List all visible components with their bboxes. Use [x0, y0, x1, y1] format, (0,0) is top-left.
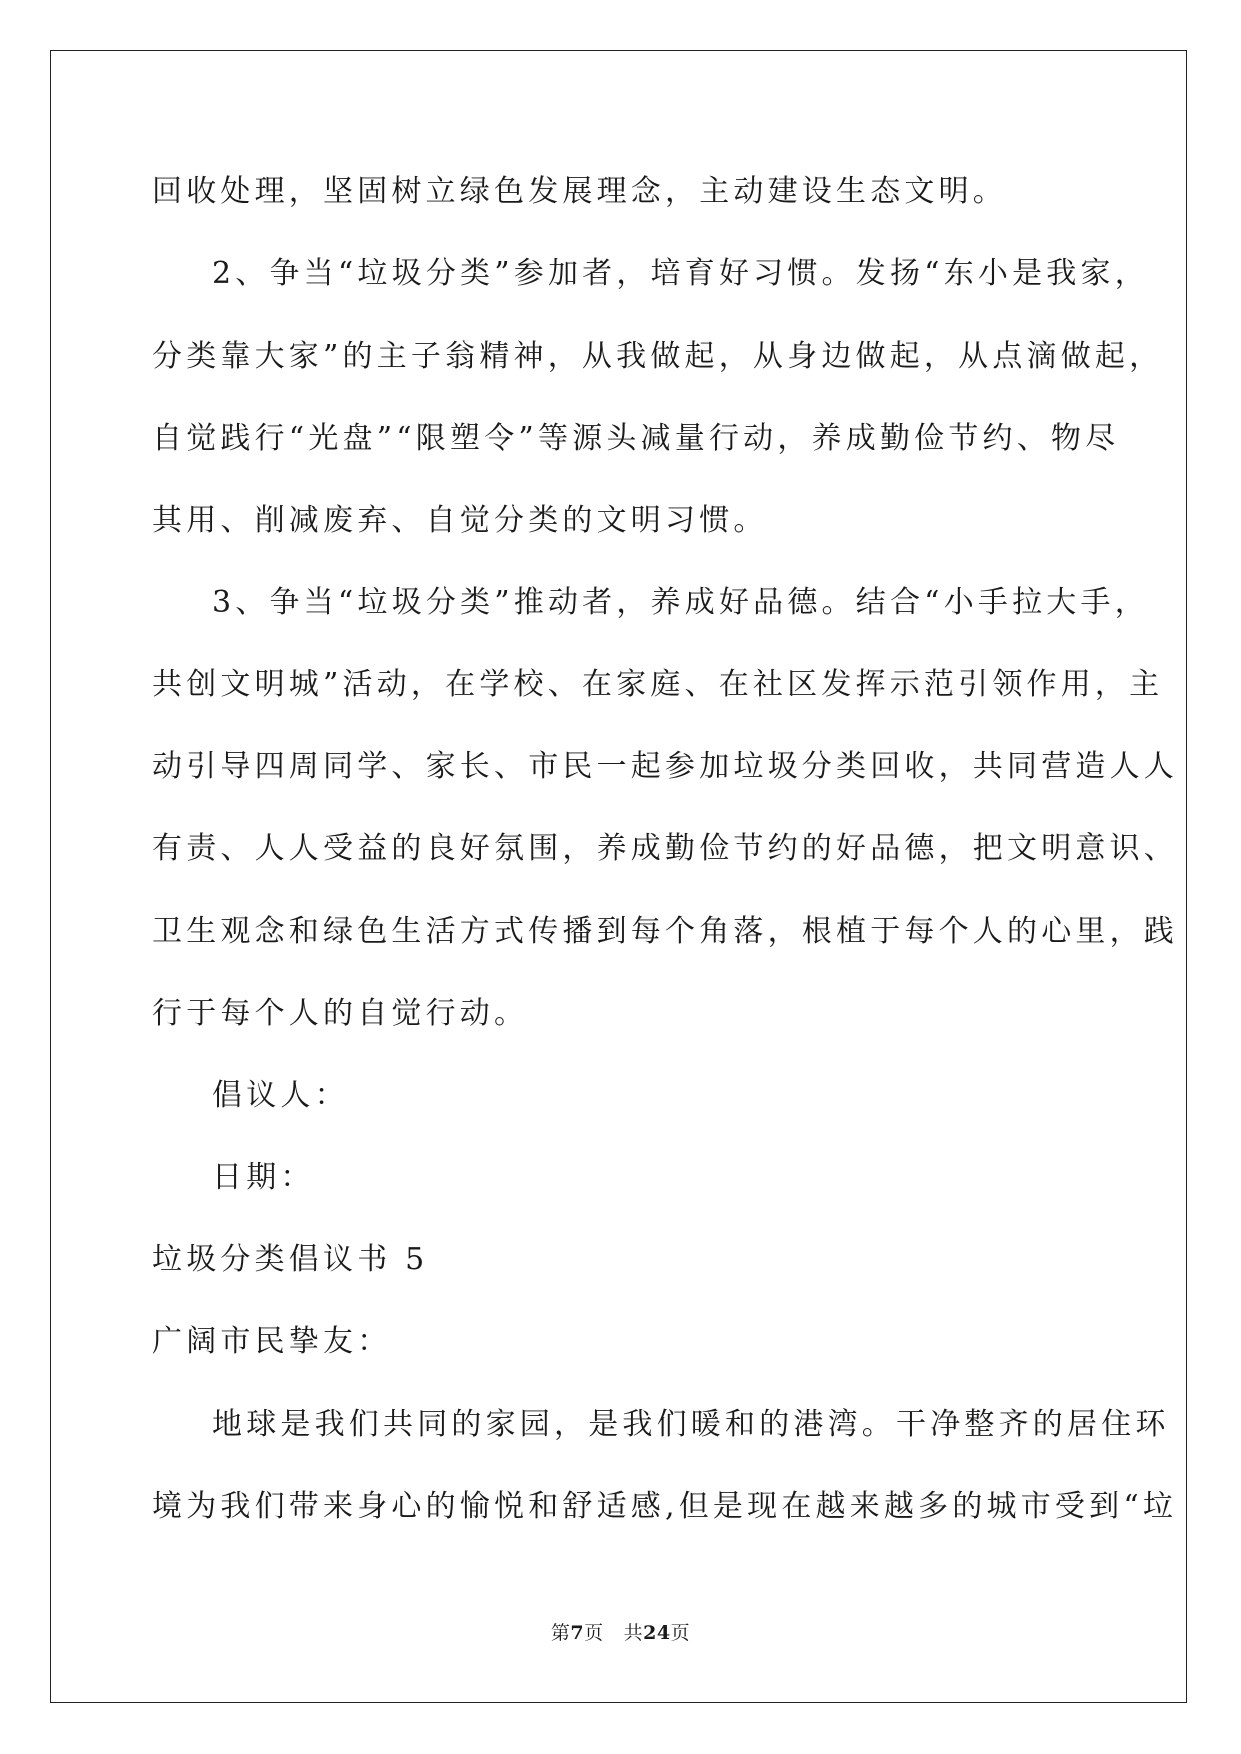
body-line: 卫生观念和绿色生活方式传播到每个角落，根植于每个人的心里，践: [152, 914, 1178, 949]
salutation: 广阔市民挚友：: [152, 1324, 392, 1359]
body-line: 其用、削减废弃、自觉分类的文明习惯。: [152, 503, 768, 538]
body-line: 境为我们带来身心的愉悦和舒适感,但是现在越来越多的城市受到“垃: [152, 1489, 1178, 1524]
body-line: 动引导四周同学、家长、市民一起参加垃圾分类回收，共同营造人人: [152, 749, 1178, 784]
footer-page-prefix: 第: [550, 1622, 571, 1644]
body-line: 共创文明城”活动，在学校、在家庭、在社区发挥示范引领作用，主: [152, 667, 1164, 702]
footer-total-prefix: 共: [623, 1622, 644, 1644]
date-label: 日期：: [212, 1160, 315, 1195]
body-line: 3、争当“垃圾分类”推动者，养成好品德。结合“小手拉大手，: [212, 585, 1149, 620]
body-line: 回收处理，坚固树立绿色发展理念，主动建设生态文明。: [152, 174, 1007, 209]
body-line: 行于每个人的自觉行动。: [152, 996, 529, 1031]
body-line: 分类靠大家”的主子翁精神，从我做起，从身边做起，从点滴做起，: [152, 339, 1164, 374]
section-title: 垃圾分类倡议书 5: [152, 1242, 429, 1277]
page-frame: [50, 50, 1187, 1703]
body-line: 自觉践行“光盘”“限塑令”等源头减量行动，养成勤俭节约、物尽: [152, 421, 1120, 456]
body-line: 地球是我们共同的家园，是我们暖和的港湾。干净整齐的居住环: [212, 1407, 1170, 1442]
body-line: 有责、人人受益的良好氛围，养成勤俭节约的好品德，把文明意识、: [152, 831, 1178, 866]
proposer-label: 倡议人：: [212, 1078, 349, 1113]
footer-page-suffix: 页: [584, 1622, 604, 1644]
footer-total-suffix: 页: [670, 1622, 691, 1644]
footer-page-current: 7: [570, 1622, 585, 1644]
footer-page-total: 24: [643, 1622, 671, 1644]
body-line: 2、争当“垃圾分类”参加者，培育好习惯。发扬“东小是我家，: [212, 256, 1149, 291]
page-footer: [0, 1618, 1241, 1645]
